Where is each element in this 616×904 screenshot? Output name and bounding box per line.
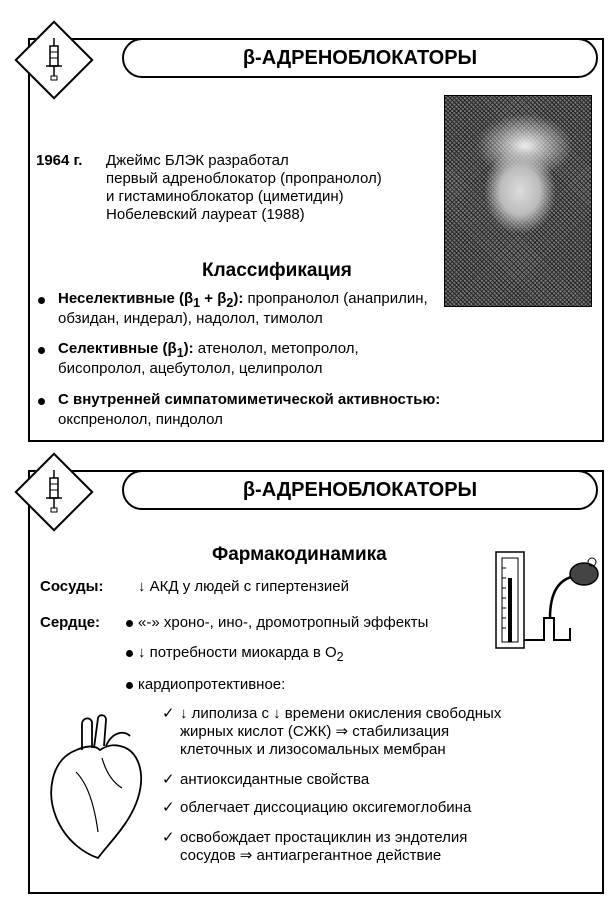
class-item-3-label: С внутренней симпатомиметической активностью:: [58, 391, 441, 408]
card-pharmacodynamics: [28, 470, 604, 894]
syringe-badge: [14, 20, 94, 100]
check-icon: ✓: [162, 705, 175, 722]
check-icon: ✓: [162, 799, 175, 816]
heart-label: Сердце:: [40, 614, 101, 631]
sphygmomanometer-icon: [492, 548, 602, 652]
heart-icon: [42, 712, 152, 862]
class-item-1-line-1: Неселективные $(\beta_1 + \beta_2)$: пропранолол (анаприлин,: [58, 290, 428, 310]
bullet: [38, 297, 45, 304]
heart-item-1: «-» хроно-, ино-, дромотропный эффекты: [138, 614, 429, 631]
class-item-2-line-1: Селективные $(\beta_1)$: атенолол, метопролол,: [58, 340, 359, 360]
check-2-line-1: антиоксидантные свойства: [180, 771, 370, 788]
check-1-line-3: клеточных и лизосомальных мембран: [180, 741, 446, 758]
class-item-3-line-2: окспренолол, пиндолол: [58, 411, 223, 428]
class-item-1-label: Неселективные $(\beta_1 + \beta_2)$:: [58, 290, 244, 310]
intro-line-4: Нобелевский лауреат (1988): [106, 206, 305, 223]
bullet: [38, 347, 45, 354]
card-classification: [28, 38, 604, 442]
heart-item-2: ↓ потребности миокарда в $О_2$: [138, 644, 344, 664]
bullet: [38, 398, 45, 405]
heart-item-3: кардиопротективное:: [138, 676, 286, 693]
pharmacodynamics-heading: Фармакодинамика: [212, 544, 387, 565]
intro-line-2: первый адреноблокатор (пропранолол): [106, 170, 382, 187]
syringe-icon: [36, 38, 72, 82]
vessels-text: ↓ АКД у людей с гипертензией: [138, 578, 350, 595]
class-item-2-label: Селективные $(\beta_1)$:: [58, 340, 194, 360]
check-1-line-2: жирных кислот (СЖК) ⇒ стабилизация: [180, 723, 450, 740]
intro-line-3: и гистаминоблокатор (циметидин): [106, 188, 344, 205]
classification-heading: Классификация: [202, 260, 352, 281]
bullet: [126, 620, 133, 627]
vessels-label: Сосуды:: [40, 578, 104, 595]
check-4-line-1: освобождает простациклин из эндотелия: [180, 829, 468, 846]
intro-year: 1964 г.: [36, 152, 83, 169]
card1-title: β-АДРЕНОБЛОКАТОРЫ: [122, 38, 598, 78]
intro-line-1: Джеймс БЛЭК разработал: [106, 152, 289, 169]
syringe-badge: [14, 452, 94, 532]
class-item-1-line-2: обзидан, индерал), надолол, тимолол: [58, 310, 323, 327]
check-icon: ✓: [162, 829, 175, 846]
check-3-line-1: облегчает диссоциацию оксигемоглобина: [180, 799, 472, 816]
class-item-2-line-2: бисопролол, ацебутолол, целипролол: [58, 360, 323, 377]
check-icon: ✓: [162, 771, 175, 788]
check-4-line-2: сосудов ⇒ антиагрегантное действие: [180, 847, 442, 864]
check-1-line-1: ↓ липолиза с ↓ времени окисления свободных: [180, 705, 502, 722]
bullet: [126, 650, 133, 657]
bullet: [126, 682, 133, 689]
portrait-photo: [444, 95, 592, 307]
syringe-icon: [36, 470, 72, 514]
card2-title: β-АДРЕНОБЛОКАТОРЫ: [122, 470, 598, 510]
